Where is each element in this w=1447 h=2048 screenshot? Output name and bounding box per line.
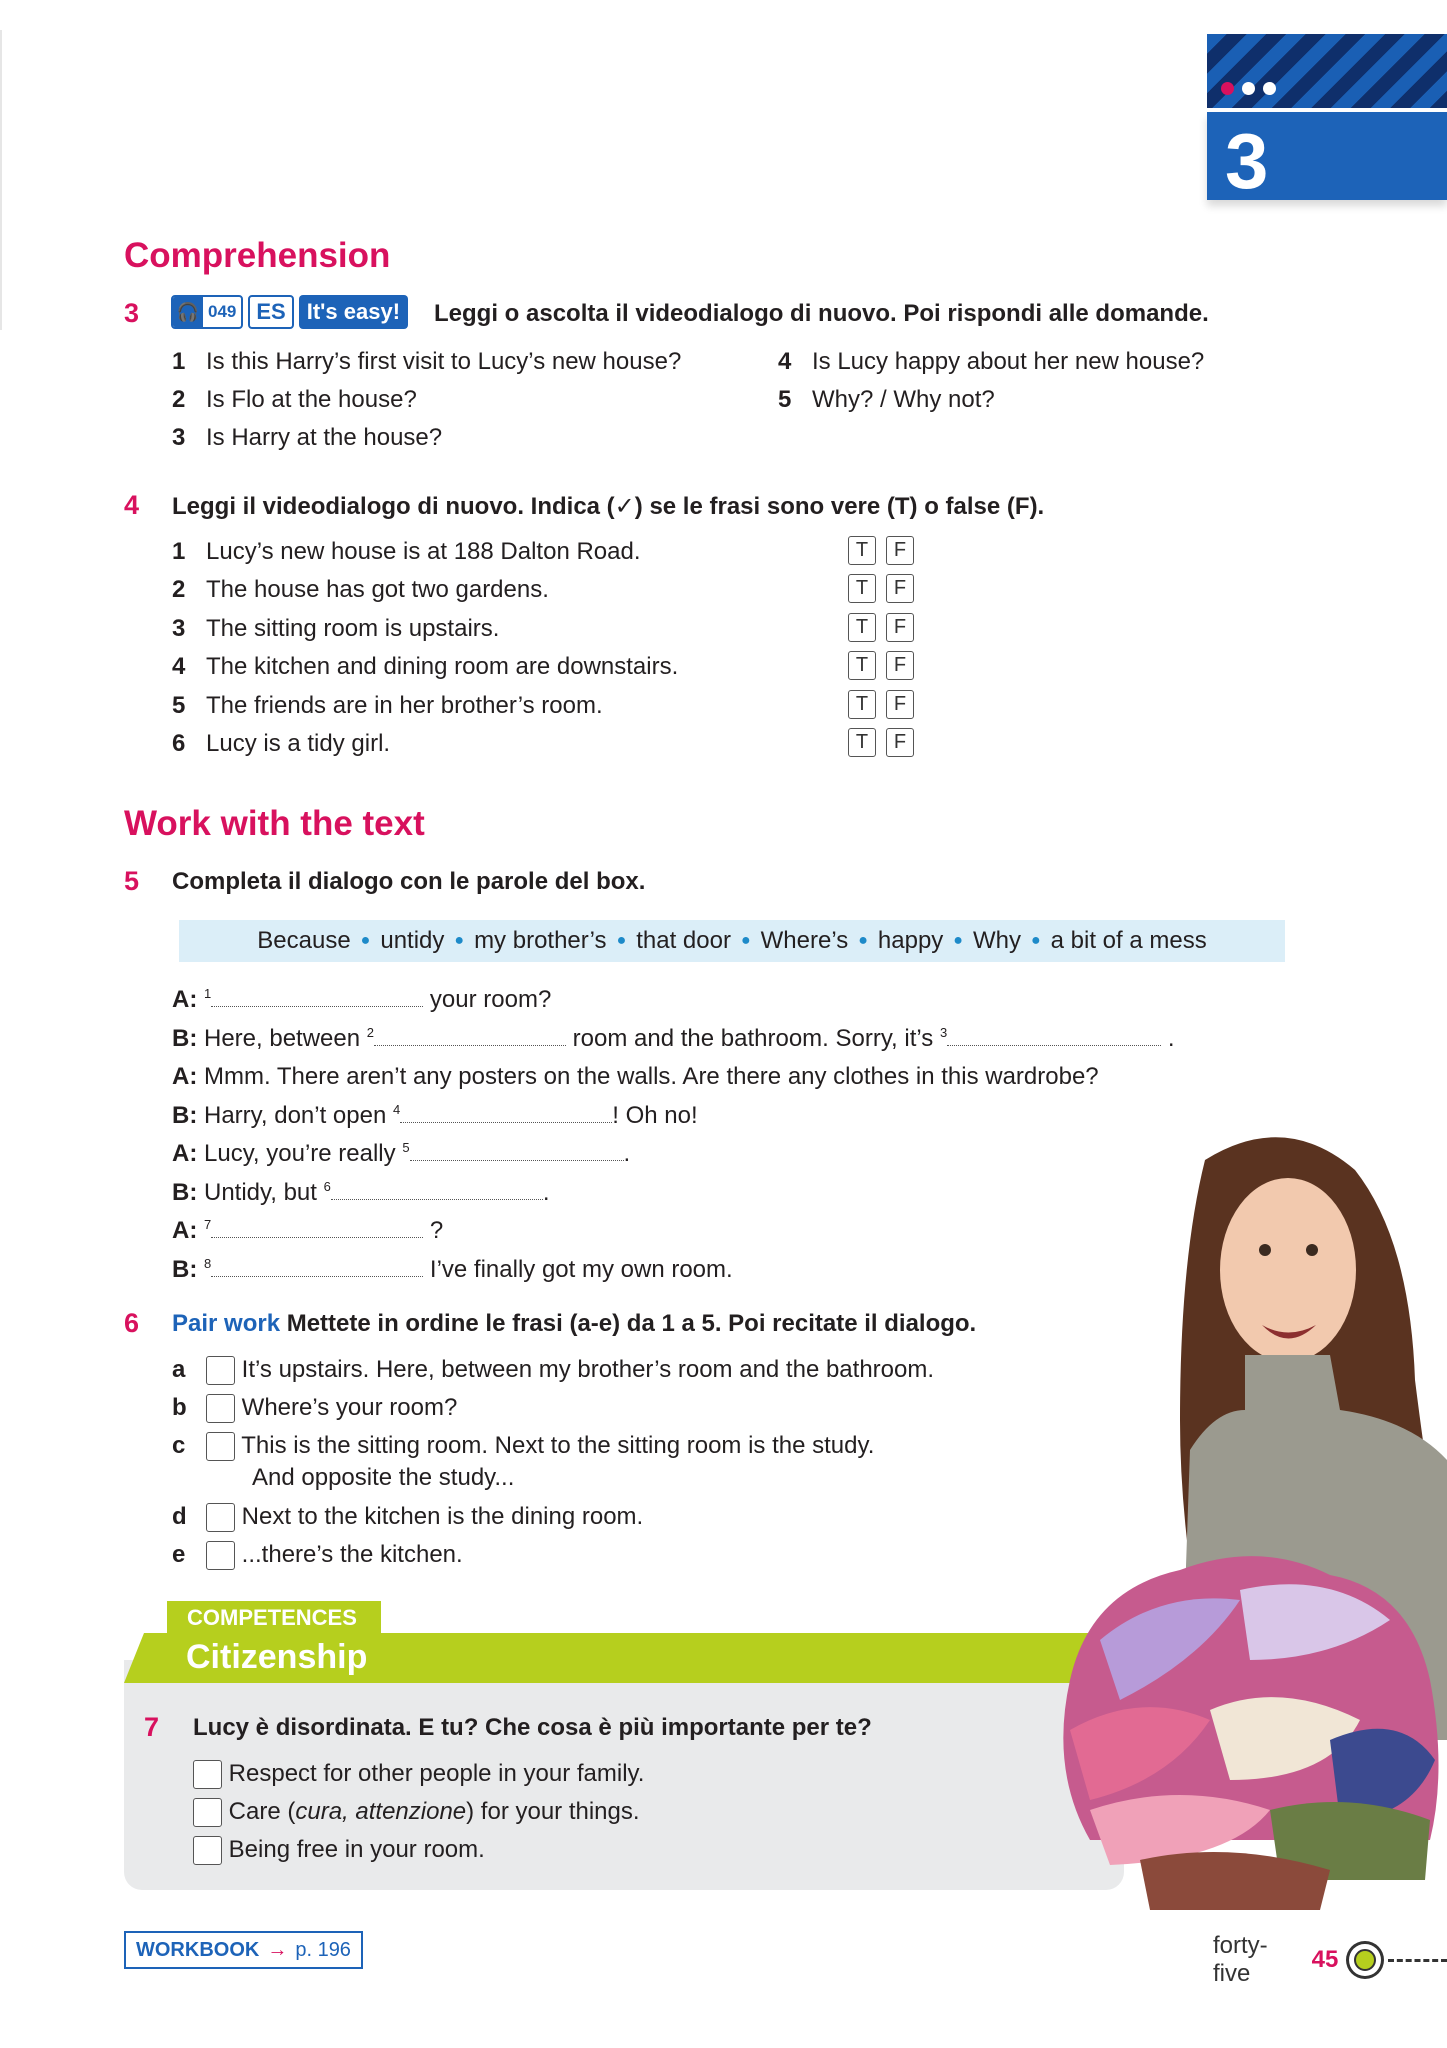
target-icon (1346, 1941, 1384, 1979)
order-item: a It’s upstairs. Here, between my brother’s room and the bathroom. (172, 1356, 934, 1385)
true-false-boxes (848, 536, 914, 565)
girl-with-clothes-photo (1030, 1120, 1447, 1910)
dialogue-line: A: $^7$ ? (172, 1217, 444, 1244)
dialogue-line: A: Lucy, you’re really $^5$ . (172, 1140, 631, 1167)
exercise-number: 5 (124, 866, 140, 896)
order-checkbox[interactable] (206, 1503, 235, 1532)
bullet-icon: ● (1030, 932, 1041, 949)
statement-item: 3 The sitting room is upstairs. (172, 615, 500, 642)
blank-field[interactable] (400, 1104, 612, 1123)
headphones-icon: 🎧 (173, 297, 203, 327)
false-checkbox[interactable]: F (886, 651, 914, 680)
question-item: 2 Is Flo at the house? (172, 386, 417, 413)
dialogue-line: A: Mmm. There aren’t any posters on the walls. Are there any clothes in this wardrobe? (172, 1063, 1099, 1090)
competences-tab: COMPETENCES (167, 1601, 381, 1635)
exercise-instruction: Completa il dialogo con le parole del box. (172, 868, 646, 895)
option-item: Care (cura, attenzione) for your things. (193, 1798, 640, 1827)
blank-field[interactable] (947, 1027, 1161, 1046)
chapter-tab (1207, 34, 1447, 205)
audio-track-code: 049 (208, 302, 237, 321)
true-false-boxes (848, 574, 914, 603)
word-box-item: that door (636, 927, 731, 954)
section-title-work-with-text: Work with the text (124, 804, 425, 843)
word-box-item: happy (877, 927, 944, 954)
order-checkbox[interactable] (206, 1394, 235, 1423)
exercise-number: 7 (144, 1712, 160, 1742)
es-badge: ES (248, 295, 293, 329)
bullet-icon: ● (953, 932, 963, 949)
order-checkbox[interactable] (206, 1432, 235, 1461)
exercise-instruction: Leggi o ascolta il videodialogo di nuovo. Poi rispondi alle domande. (434, 300, 1209, 327)
true-false-boxes (848, 613, 914, 642)
order-item-continuation: And opposite the study... (252, 1464, 515, 1491)
true-checkbox[interactable]: T (848, 574, 876, 603)
word-box-item: my brother’s (474, 927, 607, 954)
word-box (179, 920, 1285, 962)
dialogue-line: B: $^8$ I’ve finally got my own room. (172, 1256, 733, 1283)
exercise-number: 6 (124, 1308, 140, 1338)
false-checkbox[interactable]: F (886, 728, 914, 757)
bullet-icon: ● (616, 932, 627, 949)
statement-item: 4 The kitchen and dining room are downstairs. (172, 653, 679, 680)
word-box-item: Where’s (760, 927, 849, 954)
true-false-boxes (848, 651, 914, 680)
question-item: 5 Why? / Why not? (778, 386, 995, 413)
its-easy-badge: It's easy! (299, 295, 408, 329)
word-box-item: a bit of a mess (1050, 927, 1207, 954)
page-footer (1213, 1932, 1447, 1988)
false-checkbox[interactable]: F (886, 690, 914, 719)
exercise-instruction: Pair work Mettete in ordine le frasi (a-e) da 1 a 5. Poi recitate il dialogo. (172, 1310, 977, 1337)
true-false-boxes (848, 728, 914, 757)
blank-field[interactable] (410, 1142, 624, 1161)
statement-item: 5 The friends are in her brother’s room. (172, 692, 603, 719)
false-checkbox[interactable]: F (886, 574, 914, 603)
exercise-number: 4 (124, 490, 140, 520)
page-number: 45 (1311, 1946, 1339, 1973)
exercise-badges (171, 295, 408, 329)
statement-item: 6 Lucy is a tidy girl. (172, 730, 391, 757)
exercise-instruction: Lucy è disordinata. E tu? Che cosa è più importante per te? (193, 1714, 872, 1741)
page-word: forty-five (1213, 1932, 1268, 1987)
order-checkbox[interactable] (206, 1541, 235, 1570)
blank-field[interactable] (374, 1027, 566, 1046)
bullet-icon: ● (858, 932, 868, 949)
true-false-boxes (848, 690, 914, 719)
question-item: 1 Is this Harry’s first visit to Lucy’s new house? (172, 348, 682, 375)
workbook-label: WORKBOOK (136, 1938, 260, 1961)
blank-field[interactable] (211, 1219, 423, 1238)
audio-track-badge[interactable] (171, 295, 243, 329)
false-checkbox[interactable]: F (886, 536, 914, 565)
dashed-line (1388, 1959, 1447, 1962)
statement-item: 2 The house has got two gardens. (172, 576, 549, 603)
question-item: 4 Is Lucy happy about her new house? (778, 348, 1205, 375)
option-checkbox[interactable] (193, 1760, 222, 1789)
word-box-item: Because (257, 927, 351, 954)
false-checkbox[interactable]: F (886, 613, 914, 642)
progress-dot-icon (1221, 82, 1234, 95)
chapter-number: 3 (1225, 117, 1269, 205)
exercise-instruction: Leggi il videodialogo di nuovo. Indica (✓) se le frasi sono vere (T) o false (F). (172, 493, 1045, 520)
dialogue-line: B: Harry, don’t open $^4$ ! Oh no! (172, 1102, 698, 1129)
order-item: c This is the sitting room. Next to the sitting room is the study. (172, 1432, 874, 1461)
blank-field[interactable] (211, 988, 423, 1007)
exercise-number: 3 (124, 298, 140, 328)
progress-dot-icon (1242, 82, 1255, 95)
order-item: e ...there’s the kitchen. (172, 1541, 463, 1570)
option-checkbox[interactable] (193, 1836, 222, 1865)
order-item: d Next to the kitchen is the dining room. (172, 1503, 643, 1532)
word-box-item: untidy (380, 927, 445, 954)
word-box-item: Why (972, 927, 1021, 954)
option-checkbox[interactable] (193, 1798, 222, 1827)
blank-field[interactable] (211, 1258, 423, 1277)
citizenship-title: Citizenship (186, 1638, 368, 1676)
workbook-page: p. 196 (295, 1938, 351, 1961)
dialogue-line: B: Here, between $^2$ room and the bathroom. Sorry, it’s $^3$ . (172, 1025, 1175, 1052)
true-checkbox[interactable]: T (848, 613, 876, 642)
blank-field[interactable] (331, 1181, 543, 1200)
section-title-comprehension: Comprehension (124, 236, 391, 275)
page-edge-line (0, 30, 2, 330)
true-checkbox[interactable]: T (848, 651, 876, 680)
chapter-tab-stripes (1207, 34, 1447, 108)
progress-dot-icon (1263, 82, 1276, 95)
workbook-reference[interactable] (124, 1931, 363, 1969)
order-checkbox[interactable] (206, 1356, 235, 1385)
true-checkbox[interactable]: T (848, 536, 876, 565)
bullet-icon: ● (740, 932, 751, 949)
option-item: Respect for other people in your family. (193, 1760, 644, 1789)
dialogue-line: A: $^1$ your room? (172, 986, 552, 1013)
chapter-number-box (1207, 112, 1447, 205)
bullet-icon: ● (454, 932, 465, 949)
pair-work-label: Pair work (172, 1310, 281, 1337)
dialogue-line: B: Untidy, but $^6$ . (172, 1179, 550, 1206)
option-item: Being free in your room. (193, 1836, 485, 1865)
true-checkbox[interactable]: T (848, 690, 876, 719)
statement-item: 1 Lucy’s new house is at 188 Dalton Road. (172, 538, 641, 565)
chapter-progress-dots (1221, 82, 1276, 95)
true-checkbox[interactable]: T (848, 728, 876, 757)
order-item: b Where’s your room? (172, 1394, 457, 1423)
bullet-icon: ● (360, 932, 371, 949)
question-item: 3 Is Harry at the house? (172, 424, 443, 451)
arrow-right-icon: → (267, 1938, 288, 1961)
